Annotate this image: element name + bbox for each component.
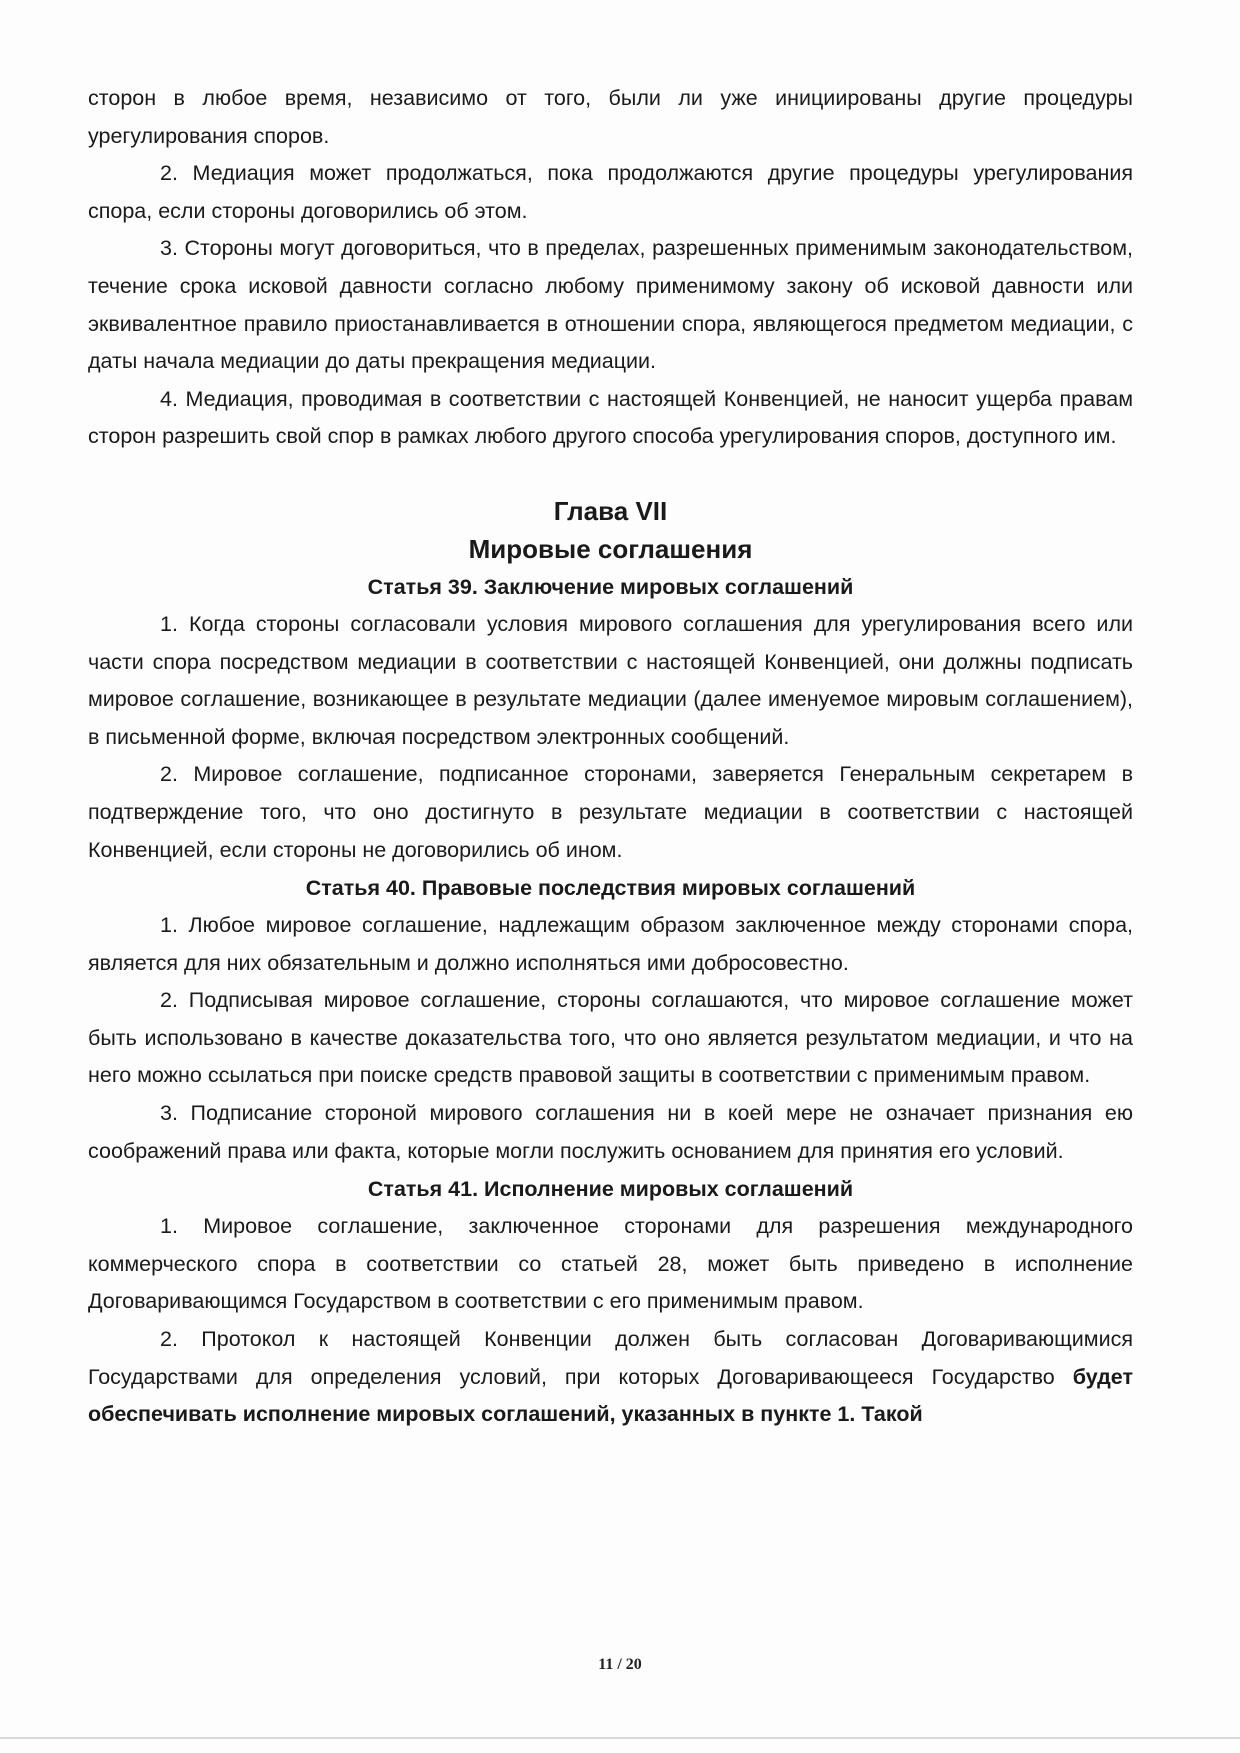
paragraph-continuation: сторон в любое время, независимо от того, были ли уже инициированы другие процедуры урегулирования споров. (88, 86, 1133, 148)
article-39-title: Статья 39. Заключение мировых соглашений (367, 574, 854, 599)
paragraph: 2. Подписывая мировое соглашение, стороны соглашаются, что мировое соглашение может быть использовано в качестве доказательства того, что оно является результатом медиации, и что на него можно ссылаться при поиске средств правовой защиты в соответствии с применимым правом. (88, 988, 1133, 1088)
article-40-title: Статья 40. Правовые последствия мировых соглашений (305, 876, 916, 901)
page-number: 11 / 20 (598, 1656, 642, 1673)
paragraph: 2. Медиация может продолжаться, пока продолжаются другие процедуры урегулирования спора, если стороны договорились об этом. (88, 161, 1133, 223)
chapter-number: Глава VII (553, 495, 668, 526)
chapter-heading (88, 492, 1133, 568)
document-body (88, 80, 1133, 1434)
paragraph: 3. Подписание стороной мирового соглашения ни в коей мере не означает признания ею соображений права или факта, которые могли послужить основанием для принятия его условий. (88, 1101, 1133, 1163)
paragraph: 4. Медиация, проводимая в соответствии с настоящей Конвенцией, не наносит ущерба правам сторон разрешить свой спор в рамках любого другого способа урегулирования споров, доступного им. (88, 386, 1133, 449)
paragraph: 3. Стороны могут договориться, что в пределах, разрешенных применимым законодательством, течение срока исковой давности согласно любому применимому закону об исковой давности или эквивалентное правило приостанавливается в отношении спора, являющегося предметом медиации, с даты начала медиации до даты прекращения медиации. (88, 236, 1133, 374)
chapter-title: Мировые соглашения (468, 533, 753, 564)
paragraph (88, 1321, 1133, 1434)
paragraph: 1. Когда стороны согласовали условия мирового соглашения для урегулирования всего или части спора посредством медиации в соответствии с настоящей Конвенцией, они должны подписать мировое соглашение, возникающее в результате медиации (далее именуемое мировым соглашением), в письменной форме, включая посредством электронных сообщений. (88, 611, 1133, 749)
paragraph-text: 2. Протокол к настоящей Конвенции должен быть согласован Договаривающимися Государствами для определения условий, при которых Договаривающееся Государство (88, 1327, 1133, 1389)
paragraph: 1. Любое мировое соглашение, надлежащим образом заключенное между сторонами спора, является для них обязательным и должно исполняться ими добросовестно. (88, 913, 1133, 975)
article-41-title: Статья 41. Исполнение мировых соглашений (367, 1177, 854, 1202)
page-bottom-edge (0, 1737, 1240, 1739)
paragraph: 1. Мировое соглашение, заключенное сторонами для разрешения международного коммерческого спора в соответствии со статьей 28, может быть приведено в исполнение Договаривающимся Государством в соответствии с его применимым правом. (88, 1214, 1133, 1314)
paragraph-bold-text: будет обеспечивать исполнение мировых соглашений, указанных в пункте 1. Такой (88, 1364, 1133, 1427)
paragraph: 2. Мировое соглашение, подписанное сторонами, заверяется Генеральным секретарем в подтверждение того, что оно достигнуто в результате медиации в соответствии с настоящей Конвенцией, если стороны не договорились об ином. (88, 762, 1133, 862)
